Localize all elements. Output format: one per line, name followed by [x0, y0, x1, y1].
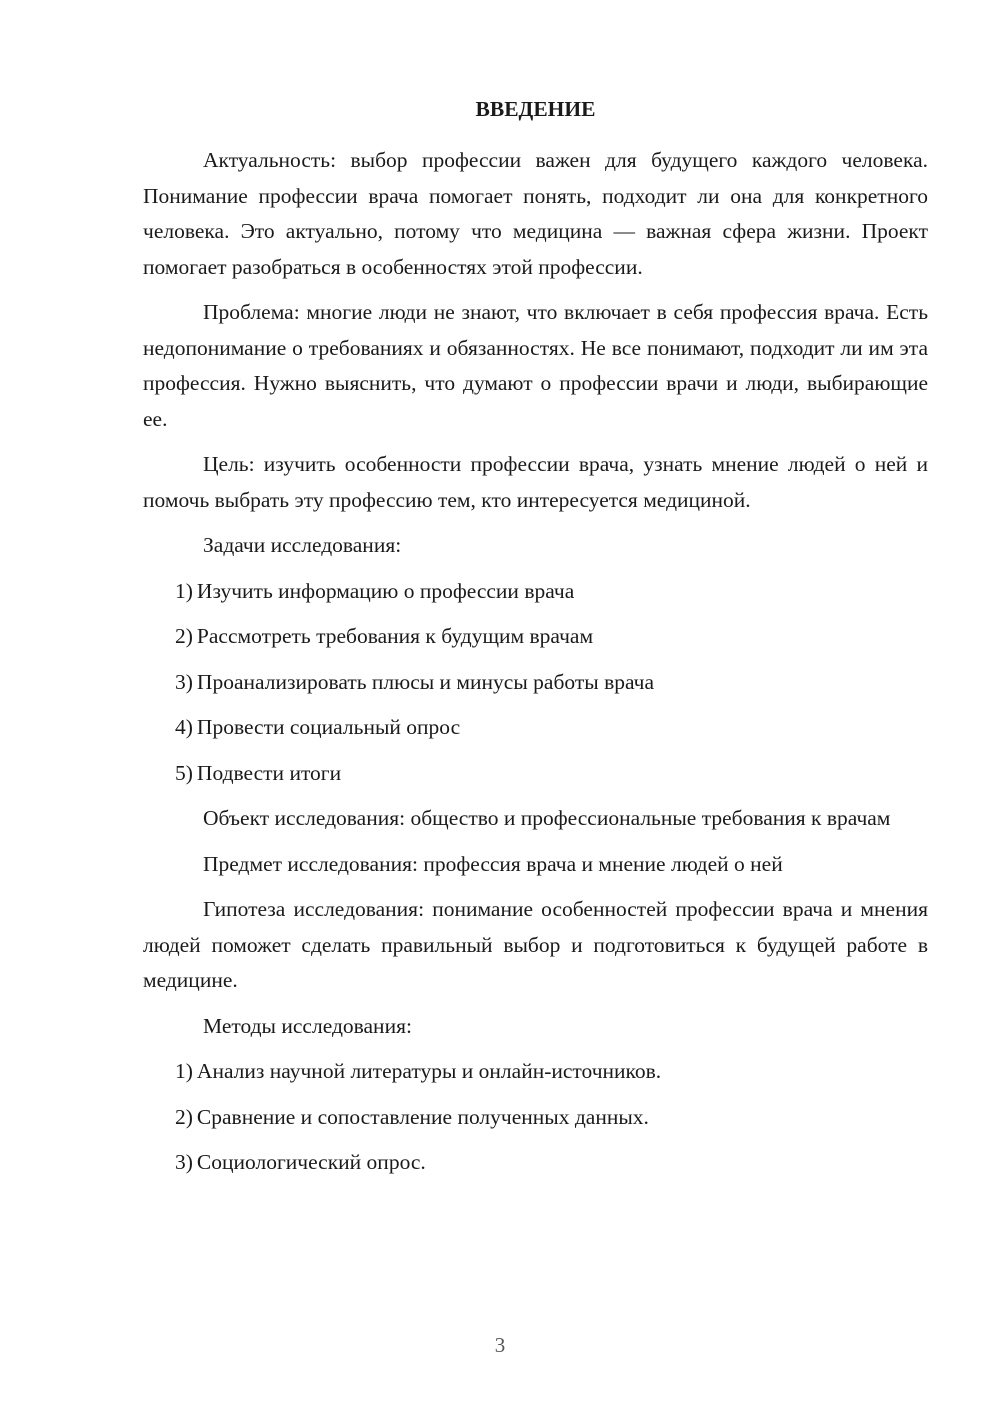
- methods-list: [143, 1054, 928, 1181]
- list-item-text: Подвести итоги: [196, 760, 342, 785]
- list-item: [143, 665, 928, 701]
- list-item-number: 4): [175, 715, 193, 739]
- list-item-number: 3): [175, 1150, 193, 1174]
- list-item-number: 1): [175, 1059, 193, 1083]
- list-item: [143, 1100, 928, 1136]
- list-item: [143, 619, 928, 655]
- paragraph-subject: Предмет исследования: профессия врача и мнение людей о ней: [203, 851, 783, 876]
- list-item-text: Изучить информацию о профессии врача: [196, 578, 575, 603]
- list-item: [143, 574, 928, 610]
- list-item-text: Сравнение и сопоставление полученных данных.: [196, 1104, 649, 1129]
- section-title: ВВЕДЕНИЕ: [475, 97, 596, 121]
- list-item-number: 5): [175, 760, 193, 785]
- list-item: [143, 1054, 928, 1090]
- list-item-number: 2): [175, 624, 193, 648]
- page-number: 3: [494, 1333, 506, 1357]
- list-item-text: Анализ научной литературы и онлайн-источников.: [196, 1059, 662, 1083]
- list-item-text: Проанализировать плюсы и минусы работы врача: [196, 669, 655, 694]
- tasks-heading: Задачи исследования:: [203, 533, 402, 557]
- paragraph-goal: Цель: изучить особенности профессии врача, узнать мнение людей о ней и помочь выбрать эту профессию тем, кто интересуется медициной.: [143, 452, 928, 512]
- list-item-text: Рассмотреть требования к будущим врачам: [196, 624, 594, 648]
- list-item: [143, 1145, 928, 1181]
- tasks-list: [143, 574, 928, 792]
- list-item: [143, 710, 928, 746]
- document-page: [143, 92, 928, 1191]
- paragraph-problem: Проблема: многие люди не знают, что включает в себя профессия врача. Есть недопонимание о требованиях и обязанностях. Не все понимают, подходит ли им эта профессия. Нужно выяснить, что думают о профессии врачи и люди, выбирающие ее.: [143, 300, 928, 431]
- methods-heading: Методы исследования:: [203, 1013, 412, 1038]
- list-item: [143, 756, 928, 792]
- paragraph-relevance: Актуальность: выбор профессии важен для будущего каждого человека. Понимание профессии врача помогает понять, подходит ли она для конкретного человека. Это актуально, потому что медицина — важная сфера жизни. Проект помогает разобраться в особенностях этой профессии.: [143, 148, 928, 279]
- list-item-text: Провести социальный опрос: [196, 715, 461, 739]
- list-item-number: 3): [175, 669, 193, 694]
- paragraph-hypothesis: Гипотеза исследования: понимание особенностей профессии врача и мнения людей поможет сделать правильный выбор и подготовиться к будущей работе в медицине.: [143, 897, 928, 992]
- paragraph-object: Объект исследования: общество и профессиональные требования к врачам: [203, 806, 891, 830]
- list-item-number: 2): [175, 1104, 193, 1129]
- list-item-text: Социологический опрос.: [196, 1150, 426, 1174]
- list-item-number: 1): [175, 578, 193, 603]
